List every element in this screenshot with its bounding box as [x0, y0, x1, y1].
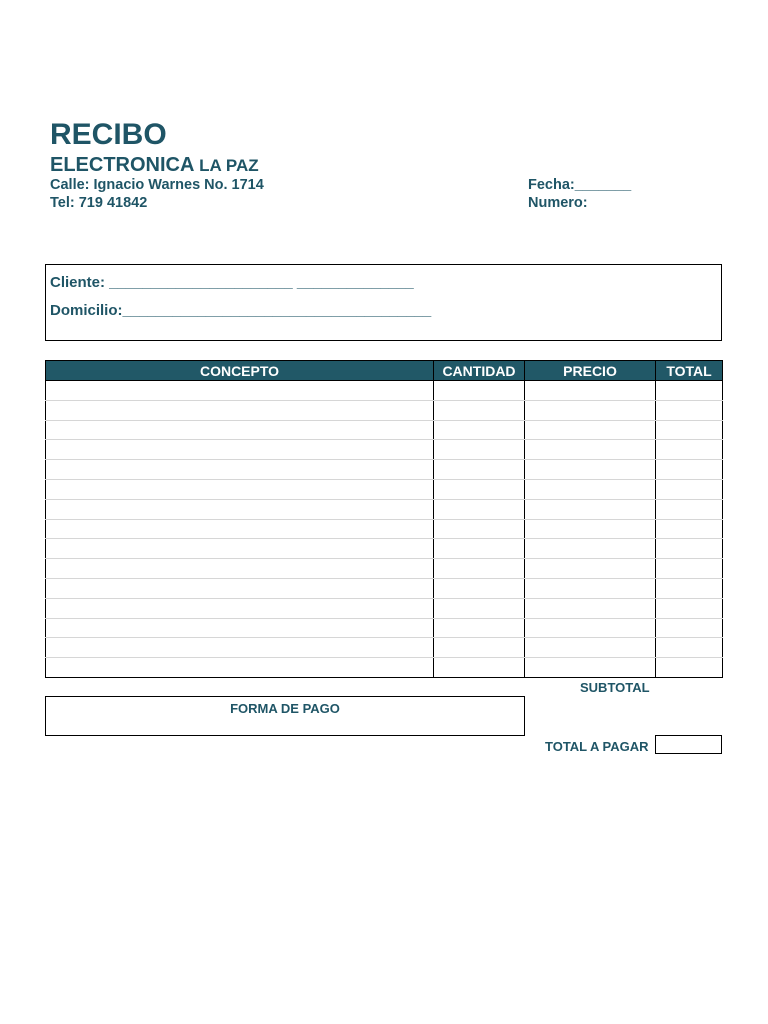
- table-body: [46, 381, 723, 678]
- cell-total[interactable]: [656, 519, 723, 539]
- table-header-row: [46, 361, 723, 381]
- cell-cantidad[interactable]: [434, 460, 525, 480]
- cell-concepto[interactable]: [46, 598, 434, 618]
- cell-precio[interactable]: [525, 638, 656, 658]
- address-field[interactable]: Domicilio:_____________________________________: [50, 302, 432, 319]
- cell-cantidad[interactable]: [434, 420, 525, 440]
- cell-total[interactable]: [656, 460, 723, 480]
- cell-concepto[interactable]: [46, 499, 434, 519]
- table-row: [46, 420, 723, 440]
- cell-total[interactable]: [656, 618, 723, 638]
- cell-total[interactable]: [656, 420, 723, 440]
- cell-cantidad[interactable]: [434, 519, 525, 539]
- cell-total[interactable]: [656, 638, 723, 658]
- table-row: [46, 479, 723, 499]
- cell-total[interactable]: [656, 578, 723, 598]
- cell-cantidad[interactable]: [434, 578, 525, 598]
- cell-total[interactable]: [656, 499, 723, 519]
- cell-precio[interactable]: [525, 400, 656, 420]
- cell-concepto[interactable]: [46, 460, 434, 480]
- company-name: [50, 154, 259, 177]
- payment-method-label: FORMA DE PAGO: [230, 701, 340, 716]
- table-row: [46, 658, 723, 678]
- table-row: [46, 400, 723, 420]
- cell-total[interactable]: [656, 381, 723, 401]
- cell-total[interactable]: [656, 539, 723, 559]
- cell-cantidad[interactable]: [434, 658, 525, 678]
- company-name-main: ELECTRONICA: [50, 154, 195, 176]
- cell-cantidad[interactable]: [434, 440, 525, 460]
- client-field[interactable]: Cliente: ______________________ ______________: [50, 274, 414, 291]
- items-table: [45, 360, 723, 678]
- table-row: [46, 598, 723, 618]
- number-field[interactable]: Numero:: [528, 195, 588, 211]
- cell-precio[interactable]: [525, 381, 656, 401]
- table-row: [46, 638, 723, 658]
- table-row: [46, 618, 723, 638]
- table-row: [46, 440, 723, 460]
- cell-total[interactable]: [656, 658, 723, 678]
- cell-concepto[interactable]: [46, 519, 434, 539]
- table-row: [46, 381, 723, 401]
- column-header-concepto: CONCEPTO: [46, 361, 434, 381]
- table-row: [46, 519, 723, 539]
- cell-precio[interactable]: [525, 519, 656, 539]
- cell-concepto[interactable]: [46, 420, 434, 440]
- cell-cantidad[interactable]: [434, 638, 525, 658]
- client-box: [45, 264, 722, 341]
- cell-precio[interactable]: [525, 440, 656, 460]
- cell-concepto[interactable]: [46, 400, 434, 420]
- subtotal-label: SUBTOTAL: [580, 680, 650, 695]
- table-row: [46, 499, 723, 519]
- cell-concepto[interactable]: [46, 618, 434, 638]
- column-header-cantidad: CANTIDAD: [434, 361, 525, 381]
- cell-concepto[interactable]: [46, 381, 434, 401]
- cell-concepto[interactable]: [46, 539, 434, 559]
- cell-total[interactable]: [656, 400, 723, 420]
- table-row: [46, 539, 723, 559]
- cell-precio[interactable]: [525, 559, 656, 579]
- cell-cantidad[interactable]: [434, 499, 525, 519]
- company-address: Calle: Ignacio Warnes No. 1714: [50, 177, 264, 193]
- table-row: [46, 559, 723, 579]
- cell-precio[interactable]: [525, 479, 656, 499]
- cell-precio[interactable]: [525, 420, 656, 440]
- column-header-precio: PRECIO: [525, 361, 656, 381]
- cell-precio[interactable]: [525, 460, 656, 480]
- cell-concepto[interactable]: [46, 658, 434, 678]
- cell-cantidad[interactable]: [434, 598, 525, 618]
- cell-concepto[interactable]: [46, 638, 434, 658]
- cell-cantidad[interactable]: [434, 618, 525, 638]
- payment-method-box[interactable]: [45, 696, 525, 736]
- column-header-total: TOTAL: [656, 361, 723, 381]
- table-row: [46, 578, 723, 598]
- cell-concepto[interactable]: [46, 440, 434, 460]
- cell-precio[interactable]: [525, 578, 656, 598]
- cell-total[interactable]: [656, 559, 723, 579]
- company-phone: Tel: 719 41842: [50, 195, 148, 211]
- cell-total[interactable]: [656, 598, 723, 618]
- cell-cantidad[interactable]: [434, 539, 525, 559]
- cell-precio[interactable]: [525, 658, 656, 678]
- cell-precio[interactable]: [525, 598, 656, 618]
- date-field[interactable]: Fecha:_______: [528, 177, 632, 193]
- company-name-rest: LA PAZ: [194, 156, 259, 175]
- cell-cantidad[interactable]: [434, 479, 525, 499]
- cell-cantidad[interactable]: [434, 400, 525, 420]
- cell-precio[interactable]: [525, 618, 656, 638]
- cell-concepto[interactable]: [46, 479, 434, 499]
- cell-cantidad[interactable]: [434, 559, 525, 579]
- total-to-pay-field[interactable]: [655, 735, 722, 754]
- cell-cantidad[interactable]: [434, 381, 525, 401]
- table-row: [46, 460, 723, 480]
- cell-precio[interactable]: [525, 539, 656, 559]
- total-to-pay-label: TOTAL A PAGAR: [545, 739, 649, 754]
- cell-precio[interactable]: [525, 499, 656, 519]
- cell-total[interactable]: [656, 440, 723, 460]
- receipt-title: RECIBO: [50, 118, 167, 151]
- cell-total[interactable]: [656, 479, 723, 499]
- cell-concepto[interactable]: [46, 578, 434, 598]
- cell-concepto[interactable]: [46, 559, 434, 579]
